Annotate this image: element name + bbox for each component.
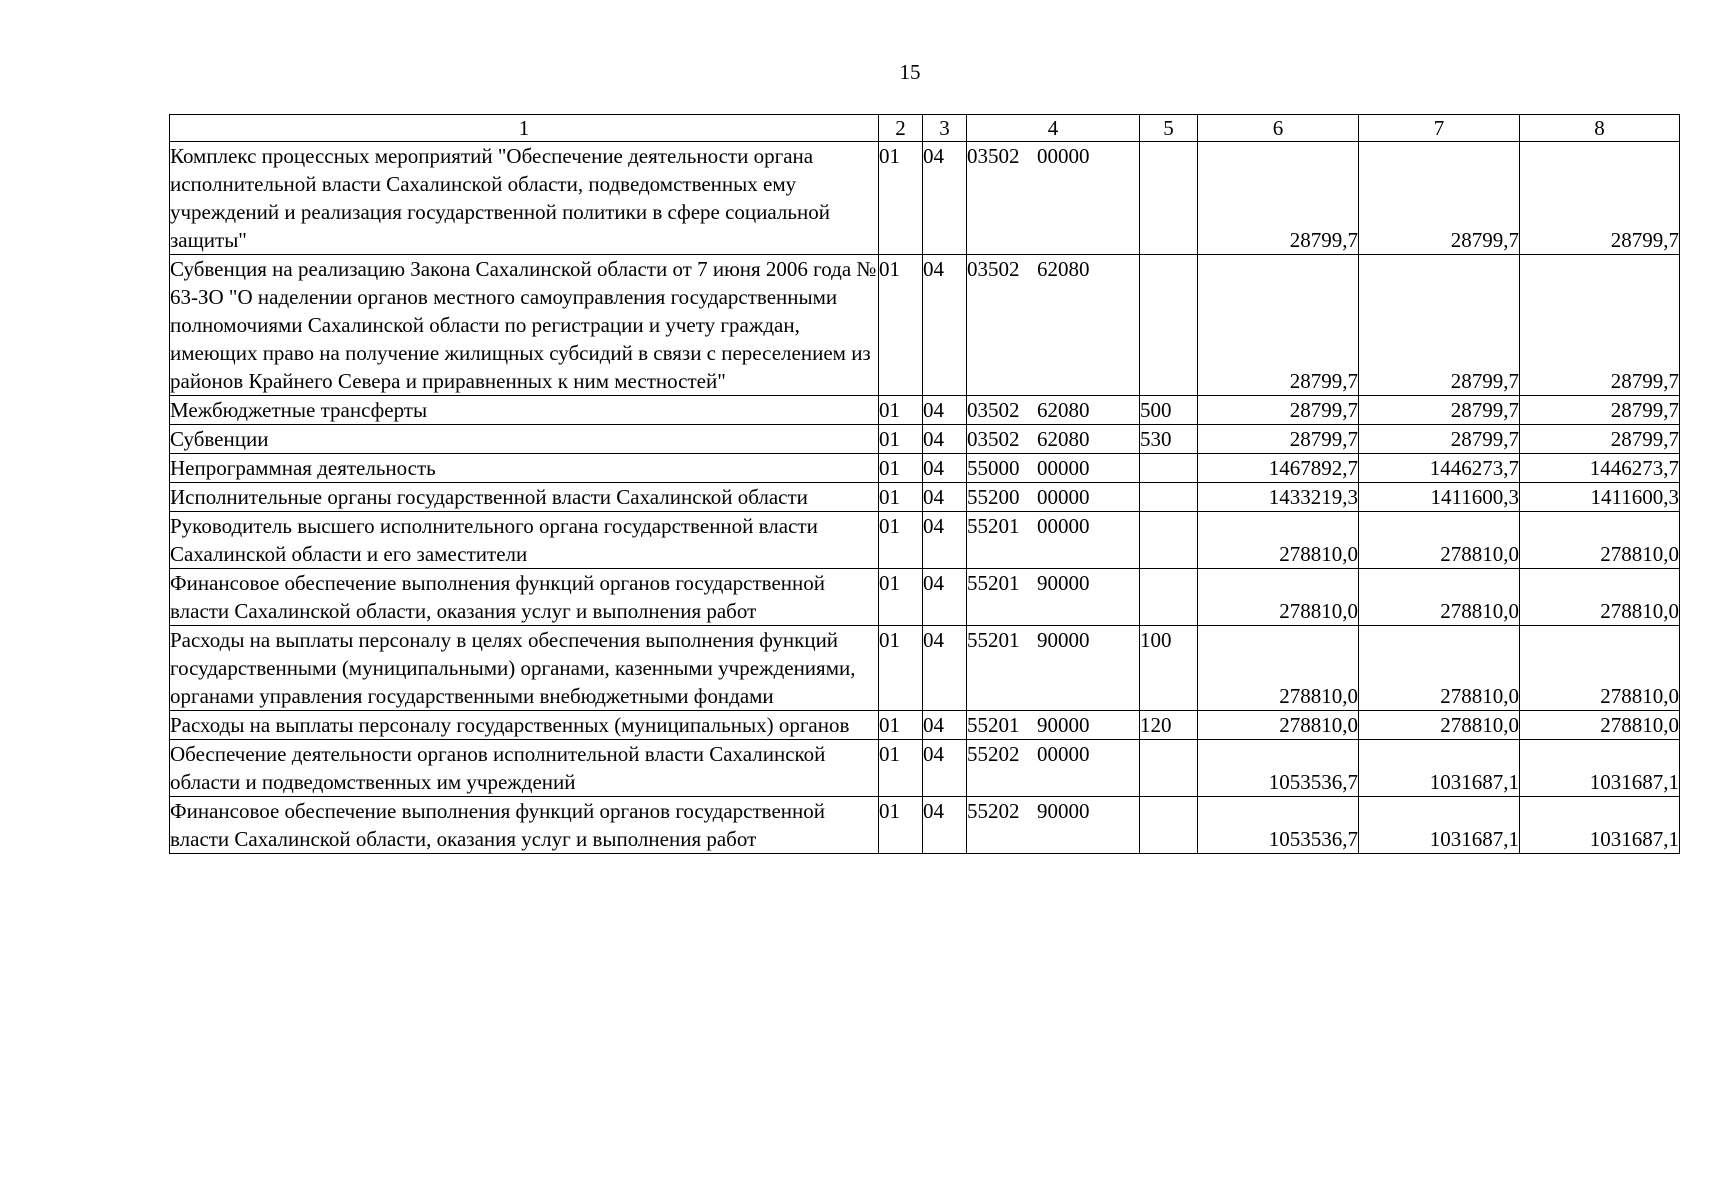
table-row — [170, 740, 1680, 797]
expense-type-code — [1140, 255, 1198, 396]
target-article-code — [967, 512, 1140, 569]
direction-code: 00000 — [1037, 456, 1090, 480]
target-article-code — [967, 255, 1140, 396]
expense-type-code: 100 — [1140, 626, 1198, 711]
section-code: 01 — [879, 512, 923, 569]
item-name: Руководитель высшего исполнительного органа государственной власти Сахалинской области и его заместители — [170, 512, 879, 569]
column-header-4: 4 — [967, 115, 1140, 142]
direction-code: 00000 — [1037, 742, 1090, 766]
program-code: 55201 — [967, 628, 1020, 652]
target-article-code — [967, 483, 1140, 512]
expense-type-code — [1140, 740, 1198, 797]
subsection-code: 04 — [923, 797, 967, 854]
section-code: 01 — [879, 740, 923, 797]
amount-col-6: 278810,0 — [1198, 626, 1359, 711]
table-row — [170, 711, 1680, 740]
amount-col-8: 28799,7 — [1520, 425, 1680, 454]
amount-col-6: 278810,0 — [1198, 569, 1359, 626]
table-row — [170, 797, 1680, 854]
program-code: 55201 — [967, 514, 1020, 538]
amount-col-8: 1031687,1 — [1520, 797, 1680, 854]
section-code: 01 — [879, 569, 923, 626]
amount-col-6: 1053536,7 — [1198, 797, 1359, 854]
amount-col-7: 28799,7 — [1359, 425, 1520, 454]
item-name: Финансовое обеспечение выполнения функций органов государственной власти Сахалинской области, оказания услуг и выполнения работ — [170, 797, 879, 854]
direction-code: 62080 — [1037, 398, 1090, 422]
table-row — [170, 512, 1680, 569]
subsection-code: 04 — [923, 711, 967, 740]
amount-col-6: 28799,7 — [1198, 425, 1359, 454]
column-header-2: 2 — [879, 115, 923, 142]
expense-type-code — [1140, 142, 1198, 255]
section-code: 01 — [879, 483, 923, 512]
amount-col-8: 1031687,1 — [1520, 740, 1680, 797]
section-code: 01 — [879, 255, 923, 396]
direction-code: 00000 — [1037, 144, 1090, 168]
amount-col-8: 28799,7 — [1520, 396, 1680, 425]
subsection-code: 04 — [923, 626, 967, 711]
column-header-1: 1 — [170, 115, 879, 142]
header-row — [170, 115, 1680, 142]
subsection-code: 04 — [923, 740, 967, 797]
amount-col-6: 28799,7 — [1198, 255, 1359, 396]
subsection-code: 04 — [923, 255, 967, 396]
section-code: 01 — [879, 626, 923, 711]
direction-code: 90000 — [1037, 571, 1090, 595]
item-name: Финансовое обеспечение выполнения функций органов государственной власти Сахалинской области, оказания услуг и выполнения работ — [170, 569, 879, 626]
subsection-code: 04 — [923, 512, 967, 569]
expense-type-code — [1140, 454, 1198, 483]
item-name: Непрограммная деятельность — [170, 454, 879, 483]
column-header-6: 6 — [1198, 115, 1359, 142]
item-name: Межбюджетные трансферты — [170, 396, 879, 425]
subsection-code: 04 — [923, 454, 967, 483]
program-code: 03502 — [967, 144, 1020, 168]
target-article-code — [967, 626, 1140, 711]
direction-code: 62080 — [1037, 257, 1090, 281]
program-code: 03502 — [967, 398, 1020, 422]
target-article-code — [967, 396, 1140, 425]
column-header-3: 3 — [923, 115, 967, 142]
target-article-code — [967, 740, 1140, 797]
table-row — [170, 483, 1680, 512]
amount-col-7: 28799,7 — [1359, 142, 1520, 255]
expense-type-code: 120 — [1140, 711, 1198, 740]
section-code: 01 — [879, 425, 923, 454]
amount-col-7: 278810,0 — [1359, 569, 1520, 626]
subsection-code: 04 — [923, 396, 967, 425]
section-code: 01 — [879, 454, 923, 483]
expense-type-code: 500 — [1140, 396, 1198, 425]
amount-col-8: 278810,0 — [1520, 512, 1680, 569]
amount-col-8: 278810,0 — [1520, 569, 1680, 626]
amount-col-7: 28799,7 — [1359, 396, 1520, 425]
direction-code: 00000 — [1037, 485, 1090, 509]
amount-col-7: 28799,7 — [1359, 255, 1520, 396]
amount-col-8: 278810,0 — [1520, 711, 1680, 740]
section-code: 01 — [879, 797, 923, 854]
table-row — [170, 396, 1680, 425]
table-row — [170, 142, 1680, 255]
column-header-7: 7 — [1359, 115, 1520, 142]
expense-type-code: 530 — [1140, 425, 1198, 454]
amount-col-8: 1411600,3 — [1520, 483, 1680, 512]
item-name: Субвенция на реализацию Закона Сахалинской области от 7 июня 2006 года № 63-ЗО "О наделении органов местного самоуправления государственными полномочиями Сахалинской области по регистрации и учету граждан, имеющих право на получение жилищных субсидий в связи с переселением из районов Крайнего Севера и приравненных к ним местностей" — [170, 255, 879, 396]
target-article-code — [967, 454, 1140, 483]
amount-col-7: 278810,0 — [1359, 512, 1520, 569]
target-article-code — [967, 569, 1140, 626]
direction-code: 62080 — [1037, 427, 1090, 451]
section-code: 01 — [879, 142, 923, 255]
expense-type-code — [1140, 512, 1198, 569]
program-code: 55201 — [967, 571, 1020, 595]
program-code: 55202 — [967, 742, 1020, 766]
subsection-code: 04 — [923, 142, 967, 255]
item-name: Комплекс процессных мероприятий "Обеспечение деятельности органа исполнительной власти Сахалинской области, подведомственных ему учреждений и реализация государственной политики в сфере социальной защиты" — [170, 142, 879, 255]
amount-col-6: 1467892,7 — [1198, 454, 1359, 483]
amount-col-7: 1446273,7 — [1359, 454, 1520, 483]
column-header-5: 5 — [1140, 115, 1198, 142]
amount-col-7: 278810,0 — [1359, 626, 1520, 711]
subsection-code: 04 — [923, 425, 967, 454]
amount-col-6: 1433219,3 — [1198, 483, 1359, 512]
item-name: Расходы на выплаты персоналу в целях обеспечения выполнения функций государственными (муниципальными) органами, казенными учреждениями, органами управления государственными внебюджетными фондами — [170, 626, 879, 711]
section-code: 01 — [879, 396, 923, 425]
amount-col-8: 278810,0 — [1520, 626, 1680, 711]
section-code: 01 — [879, 711, 923, 740]
amount-col-7: 1031687,1 — [1359, 740, 1520, 797]
table-row — [170, 569, 1680, 626]
program-code: 55200 — [967, 485, 1020, 509]
target-article-code — [967, 797, 1140, 854]
direction-code: 90000 — [1037, 713, 1090, 737]
program-code: 55201 — [967, 713, 1020, 737]
budget-table — [169, 114, 1680, 854]
item-name: Исполнительные органы государственной власти Сахалинской области — [170, 483, 879, 512]
target-article-code — [967, 711, 1140, 740]
amount-col-6: 278810,0 — [1198, 512, 1359, 569]
direction-code: 90000 — [1037, 628, 1090, 652]
program-code: 55202 — [967, 799, 1020, 823]
subsection-code: 04 — [923, 569, 967, 626]
item-name: Субвенции — [170, 425, 879, 454]
amount-col-8: 1446273,7 — [1520, 454, 1680, 483]
item-name: Обеспечение деятельности органов исполнительной власти Сахалинской области и подведомственных им учреждений — [170, 740, 879, 797]
direction-code: 00000 — [1037, 514, 1090, 538]
program-code: 55000 — [967, 456, 1020, 480]
table-row — [170, 626, 1680, 711]
item-name: Расходы на выплаты персоналу государственных (муниципальных) органов — [170, 711, 879, 740]
expense-type-code — [1140, 569, 1198, 626]
table-row — [170, 255, 1680, 396]
amount-col-7: 278810,0 — [1359, 711, 1520, 740]
page-number: 15 — [899, 60, 921, 84]
amount-col-7: 1031687,1 — [1359, 797, 1520, 854]
table-body — [170, 142, 1680, 854]
subsection-code: 04 — [923, 483, 967, 512]
expense-type-code — [1140, 797, 1198, 854]
program-code: 03502 — [967, 427, 1020, 451]
target-article-code — [967, 142, 1140, 255]
column-header-8: 8 — [1520, 115, 1680, 142]
expense-type-code — [1140, 483, 1198, 512]
amount-col-8: 28799,7 — [1520, 255, 1680, 396]
amount-col-6: 28799,7 — [1198, 142, 1359, 255]
direction-code: 90000 — [1037, 799, 1090, 823]
program-code: 03502 — [967, 257, 1020, 281]
target-article-code — [967, 425, 1140, 454]
amount-col-8: 28799,7 — [1520, 142, 1680, 255]
table-row — [170, 454, 1680, 483]
amount-col-6: 278810,0 — [1198, 711, 1359, 740]
amount-col-7: 1411600,3 — [1359, 483, 1520, 512]
amount-col-6: 28799,7 — [1198, 396, 1359, 425]
table-row — [170, 425, 1680, 454]
amount-col-6: 1053536,7 — [1198, 740, 1359, 797]
